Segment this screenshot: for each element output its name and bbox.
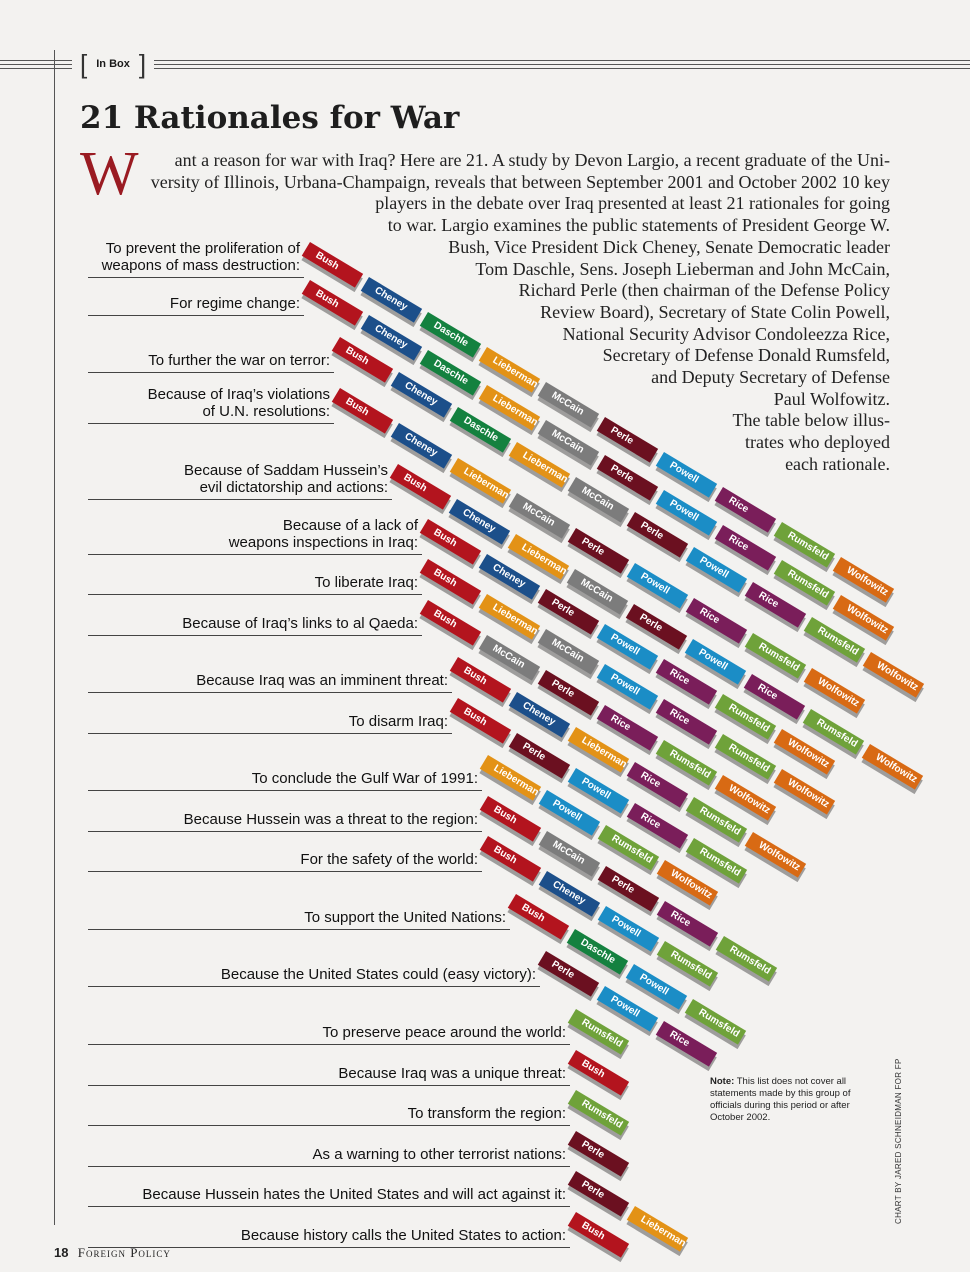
rationale-row bbox=[0, 711, 448, 734]
rationale-row bbox=[0, 613, 418, 636]
official-bar-mccain: McCain bbox=[568, 477, 629, 523]
rationale-underline bbox=[88, 423, 334, 424]
official-bar-rice: Rice bbox=[744, 674, 805, 720]
official-bar-rumsfeld: Rumsfeld bbox=[774, 560, 835, 606]
official-bar-rumsfeld: Rumsfeld bbox=[745, 633, 806, 679]
official-bar-perle: Perle bbox=[538, 589, 599, 635]
left-bracket-icon: [ bbox=[80, 49, 88, 79]
official-bar-cheney: Cheney bbox=[361, 277, 422, 323]
rationale-label-line: weapons of mass destruction: bbox=[101, 257, 300, 274]
official-bar-lieberman: Lieberman bbox=[450, 458, 511, 504]
rationale-underline bbox=[88, 733, 452, 734]
official-bar-perle: Perle bbox=[626, 604, 687, 650]
rationale-row bbox=[0, 1063, 566, 1086]
rationale-label bbox=[229, 517, 418, 551]
rationale-row bbox=[0, 460, 388, 500]
rationale-label-line: For the safety of the world: bbox=[300, 851, 478, 868]
rationale-label bbox=[315, 574, 418, 591]
rationale-label-line: Because of Iraq’s violations bbox=[147, 386, 330, 403]
rationale-label bbox=[338, 1065, 566, 1082]
official-bar-rice: Rice bbox=[656, 699, 717, 745]
official-bar-bush: Bush bbox=[420, 519, 481, 565]
official-bar-bush: Bush bbox=[390, 464, 451, 510]
official-bar-powell: Powell bbox=[597, 624, 658, 670]
official-bar-lieberman: Lieberman bbox=[479, 385, 540, 431]
official-bar-powell: Powell bbox=[626, 964, 687, 1010]
intro-line: Richard Perle (then chairman of the Defense Policy bbox=[518, 280, 890, 301]
right-bracket-icon: ] bbox=[138, 49, 147, 79]
official-bar-powell: Powell bbox=[597, 664, 658, 710]
official-bar-powell: Powell bbox=[568, 768, 629, 814]
official-bar-bush: Bush bbox=[450, 698, 511, 744]
rationale-label-line: To disarm Iraq: bbox=[348, 713, 448, 730]
rationale-label-line: Because history calls the United States to action: bbox=[240, 1227, 566, 1244]
official-bar-powell: Powell bbox=[686, 547, 747, 593]
official-bar-cheney: Cheney bbox=[391, 423, 452, 469]
rationale-row bbox=[0, 809, 478, 832]
rationale-label-line: To support the United Nations: bbox=[304, 909, 506, 926]
official-bar-rumsfeld: Rumsfeld bbox=[803, 709, 864, 755]
official-bar-perle: Perle bbox=[509, 733, 570, 779]
official-bar-wolfowitz: Wolfowitz bbox=[862, 744, 923, 790]
rationale-label-line: To further the war on terror: bbox=[148, 352, 330, 369]
official-bar-perle: Perle bbox=[538, 951, 599, 997]
official-bar-rice: Rice bbox=[656, 1021, 717, 1067]
rationale-label bbox=[349, 713, 448, 730]
rationale-label bbox=[241, 1227, 566, 1244]
rationale-underline bbox=[88, 1085, 570, 1086]
official-bar-rumsfeld: Rumsfeld bbox=[804, 617, 865, 663]
intro-line: versity of Illinois, Urbana-Champaign, reveals that between September 2001 and October 2002 10 key bbox=[150, 171, 890, 192]
official-bar-rice: Rice bbox=[627, 762, 688, 808]
official-bar-wolfowitz: Wolfowitz bbox=[774, 769, 835, 815]
rationale-label-line: As a warning to other terrorist nations: bbox=[312, 1146, 566, 1163]
official-bar-rice: Rice bbox=[656, 659, 717, 705]
rationale-underline bbox=[88, 986, 540, 987]
official-bar-perle: Perle bbox=[597, 417, 658, 463]
official-bar-perle: Perle bbox=[568, 1131, 629, 1177]
note-text: This list does not cover all statements made by this group of officials during this period or after October 2002. bbox=[710, 1076, 851, 1123]
official-bar-bush: Bush bbox=[508, 894, 569, 940]
rationale-underline bbox=[88, 499, 392, 500]
intro-line: The table below illus- bbox=[732, 410, 890, 431]
rationale-row bbox=[0, 1103, 566, 1126]
rationale-label-line: Because Iraq was a unique threat: bbox=[338, 1065, 566, 1082]
official-bar-rice: Rice bbox=[715, 487, 776, 533]
intro-line: Review Board), Secretary of State Colin Powell, bbox=[540, 301, 890, 322]
official-bar-daschle: Daschle bbox=[567, 929, 628, 975]
official-bar-bush: Bush bbox=[568, 1212, 629, 1258]
rationale-label bbox=[184, 811, 478, 828]
rationale-row bbox=[0, 1022, 566, 1045]
official-bar-wolfowitz: Wolfowitz bbox=[715, 775, 776, 821]
official-bar-mccain: McCain bbox=[479, 635, 540, 681]
rationale-row bbox=[0, 572, 418, 595]
official-bar-perle: Perle bbox=[568, 528, 629, 574]
rationale-underline bbox=[88, 692, 452, 693]
official-bar-bush: Bush bbox=[332, 388, 393, 434]
rationale-label bbox=[196, 672, 448, 689]
rationale-underline bbox=[88, 831, 482, 832]
rationale-label bbox=[148, 386, 330, 420]
official-bar-rumsfeld: Rumsfeld bbox=[686, 838, 747, 884]
official-bar-rice: Rice bbox=[627, 803, 688, 849]
official-bar-perle: Perle bbox=[598, 866, 659, 912]
official-bar-mccain: McCain bbox=[509, 493, 570, 539]
rationale-label-line: To preserve peace around the world: bbox=[322, 1024, 566, 1041]
rationale-row bbox=[0, 1184, 566, 1207]
official-bar-bush: Bush bbox=[332, 337, 393, 383]
official-bar-lieberman: Lieberman bbox=[508, 534, 569, 580]
official-bar-rumsfeld: Rumsfeld bbox=[715, 734, 776, 780]
official-bar-lieberman: Lieberman bbox=[480, 755, 541, 801]
rationale-underline bbox=[88, 790, 482, 791]
page-title: 21 Rationales for War bbox=[80, 100, 460, 136]
section-label: In Box bbox=[96, 58, 130, 70]
official-bar-rumsfeld: Rumsfeld bbox=[598, 825, 659, 871]
rationale-label-line: of U.N. resolutions: bbox=[202, 403, 330, 420]
intro-line: Paul Wolfowitz. bbox=[773, 388, 890, 409]
official-bar-rumsfeld: Rumsfeld bbox=[774, 522, 835, 568]
drop-cap: W bbox=[80, 140, 139, 208]
official-bar-bush: Bush bbox=[302, 280, 363, 326]
official-bar-daschle: Daschle bbox=[450, 407, 511, 453]
intro-line: ant a reason for war with Iraq? Here are 21. A study by Devon Largio, a recent graduate of the Uni- bbox=[174, 150, 890, 170]
official-bar-wolfowitz: Wolfowitz bbox=[657, 860, 718, 906]
official-bar-wolfowitz: Wolfowitz bbox=[863, 652, 924, 698]
footnote bbox=[710, 1076, 870, 1124]
official-bar-mccain: McCain bbox=[538, 420, 599, 466]
official-bar-perle: Perle bbox=[627, 512, 688, 558]
official-bar-powell: Powell bbox=[685, 639, 746, 685]
official-bar-powell: Powell bbox=[539, 790, 600, 836]
rationale-underline bbox=[88, 372, 334, 373]
intro-line: Secretary of Defense Donald Rumsfeld, bbox=[602, 345, 890, 366]
intro-line: National Security Advisor Condoleezza Rice, bbox=[562, 323, 890, 344]
official-bar-lieberman: Lieberman bbox=[479, 347, 540, 393]
official-bar-powell: Powell bbox=[597, 986, 658, 1032]
official-bar-mccain: McCain bbox=[539, 831, 600, 877]
rationale-underline bbox=[88, 1166, 570, 1167]
official-bar-cheney: Cheney bbox=[449, 499, 510, 545]
official-bar-cheney: Cheney bbox=[361, 315, 422, 361]
rationale-label bbox=[304, 909, 506, 926]
rationale-label-line: Because Hussein hates the United States and will act against it: bbox=[142, 1186, 566, 1203]
official-bar-wolfowitz: Wolfowitz bbox=[804, 668, 865, 714]
note-label: Note: bbox=[710, 1076, 735, 1087]
rationale-label-line: weapons inspections in Iraq: bbox=[228, 534, 418, 551]
official-bar-rumsfeld: Rumsfeld bbox=[568, 1090, 629, 1136]
official-bar-rice: Rice bbox=[597, 705, 658, 751]
official-bar-wolfowitz: Wolfowitz bbox=[833, 595, 894, 641]
rationale-label bbox=[184, 462, 388, 496]
rationale-label bbox=[221, 966, 536, 983]
official-bar-wolfowitz: Wolfowitz bbox=[745, 832, 806, 878]
official-bar-rumsfeld: Rumsfeld bbox=[686, 797, 747, 843]
official-bar-perle: Perle bbox=[568, 1171, 629, 1217]
official-bar-lieberman: Lieberman bbox=[627, 1206, 688, 1252]
official-bar-cheney: Cheney bbox=[479, 554, 540, 600]
rationale-underline bbox=[88, 594, 422, 595]
rationale-label-line: Because of a lack of bbox=[282, 517, 418, 534]
page-number: 18 bbox=[54, 1245, 69, 1260]
intro-line: trates who deployed bbox=[745, 432, 890, 453]
intro-line: and Deputy Secretary of Defense bbox=[651, 367, 890, 387]
official-bar-wolfowitz: Wolfowitz bbox=[774, 729, 835, 775]
rationale-underline bbox=[88, 929, 510, 930]
official-bar-bush: Bush bbox=[480, 796, 541, 842]
official-bar-bush: Bush bbox=[420, 559, 481, 605]
rationale-label-line: Because the United States could (easy victory): bbox=[220, 966, 536, 983]
rationale-row bbox=[0, 849, 478, 872]
rationale-label-line: To transform the region: bbox=[407, 1105, 566, 1122]
rationale-label-line: evil dictatorship and actions: bbox=[199, 479, 388, 496]
official-bar-rice: Rice bbox=[686, 598, 747, 644]
rationale-label bbox=[300, 851, 478, 868]
official-bar-mccain: McCain bbox=[538, 382, 599, 428]
intro-line: each rationale. bbox=[785, 453, 890, 474]
rationale-label bbox=[323, 1024, 566, 1041]
rationale-underline bbox=[88, 277, 304, 278]
official-bar-bush: Bush bbox=[302, 242, 363, 288]
rationale-row bbox=[0, 907, 506, 930]
official-bar-bush: Bush bbox=[480, 836, 541, 882]
rationale-label-line: Because of Saddam Hussein’s bbox=[183, 462, 388, 479]
rationale-underline bbox=[88, 635, 422, 636]
official-bar-powell: Powell bbox=[627, 563, 688, 609]
official-bar-rumsfeld: Rumsfeld bbox=[656, 740, 717, 786]
rationale-label bbox=[182, 615, 418, 632]
official-bar-daschle: Daschle bbox=[420, 312, 481, 358]
official-bar-daschle: Daschle bbox=[420, 350, 481, 396]
magazine-name: Foreign Policy bbox=[77, 1245, 171, 1260]
rationale-row bbox=[0, 384, 330, 424]
rationale-label-line: Because Hussein was a threat to the region: bbox=[183, 811, 478, 828]
official-bar-powell: Powell bbox=[656, 490, 717, 536]
rationale-underline bbox=[88, 554, 422, 555]
official-bar-rumsfeld: Rumsfeld bbox=[685, 999, 746, 1045]
official-bar-mccain: McCain bbox=[538, 629, 599, 675]
official-bar-cheney: Cheney bbox=[391, 372, 452, 418]
official-bar-rumsfeld: Rumsfeld bbox=[657, 941, 718, 987]
official-bar-rice: Rice bbox=[657, 901, 718, 947]
official-bar-wolfowitz: Wolfowitz bbox=[833, 557, 894, 603]
official-bar-powell: Powell bbox=[656, 452, 717, 498]
rationale-label bbox=[313, 1146, 566, 1163]
official-bar-powell: Powell bbox=[598, 906, 659, 952]
official-bar-bush: Bush bbox=[420, 600, 481, 646]
official-bar-cheney: Cheney bbox=[509, 692, 570, 738]
rationale-label-line: Because of Iraq’s links to al Qaeda: bbox=[182, 615, 418, 632]
official-bar-perle: Perle bbox=[538, 670, 599, 716]
rationale-label-line: To liberate Iraq: bbox=[314, 574, 418, 591]
official-bar-rice: Rice bbox=[745, 582, 806, 628]
rationale-underline bbox=[88, 1206, 570, 1207]
rationale-label-line: To prevent the proliferation of bbox=[105, 240, 300, 257]
rationale-row bbox=[0, 350, 330, 373]
intro-line: to war. Largio examines the public statements of President George W. bbox=[387, 215, 890, 236]
official-bar-bush: Bush bbox=[450, 657, 511, 703]
rationale-label-line: To conclude the Gulf War of 1991: bbox=[251, 770, 478, 787]
official-bar-cheney: Cheney bbox=[539, 871, 600, 917]
official-bar-rumsfeld: Rumsfeld bbox=[716, 936, 777, 982]
official-bar-mccain: McCain bbox=[567, 569, 628, 615]
rationale-row bbox=[0, 1144, 566, 1167]
official-bar-bush: Bush bbox=[568, 1050, 629, 1096]
intro-line: Tom Daschle, Sens. Joseph Lieberman and John McCain, bbox=[475, 258, 890, 279]
rationale-underline bbox=[88, 1125, 570, 1126]
official-bar-rumsfeld: Rumsfeld bbox=[715, 694, 776, 740]
rationale-row bbox=[0, 515, 418, 555]
rationale-row bbox=[0, 768, 478, 791]
rationale-label bbox=[252, 770, 478, 787]
rationale-label bbox=[148, 352, 330, 369]
rationale-label-line: Because Iraq was an imminent threat: bbox=[196, 672, 448, 689]
official-bar-rumsfeld: Rumsfeld bbox=[568, 1009, 629, 1055]
chart-credit: CHART BY JARED SCHNEIDMAN FOR FP bbox=[894, 1058, 903, 1224]
rationale-underline bbox=[88, 1044, 570, 1045]
rationale-label-line: For regime change: bbox=[169, 295, 300, 312]
rationale-row bbox=[0, 293, 300, 316]
intro-line: Bush, Vice President Dick Cheney, Senate Democratic leader bbox=[448, 236, 890, 257]
official-bar-lieberman: Lieberman bbox=[568, 727, 629, 773]
official-bar-lieberman: Lieberman bbox=[509, 442, 570, 488]
intro-line: players in the debate over Iraq presented at least 21 rationales for going bbox=[375, 193, 890, 214]
rationale-underline bbox=[88, 871, 482, 872]
rationale-underline bbox=[88, 315, 304, 316]
official-bar-lieberman: Lieberman bbox=[479, 594, 540, 640]
rationale-label bbox=[102, 240, 300, 274]
rationale-row bbox=[0, 670, 448, 693]
rationale-row bbox=[0, 964, 536, 987]
rationale-label bbox=[170, 295, 300, 312]
official-bar-perle: Perle bbox=[597, 455, 658, 501]
page-footer bbox=[54, 1245, 171, 1261]
rationale-row bbox=[0, 238, 300, 278]
rationale-label bbox=[142, 1186, 566, 1203]
rationale-label bbox=[408, 1105, 566, 1122]
official-bar-rice: Rice bbox=[715, 525, 776, 571]
